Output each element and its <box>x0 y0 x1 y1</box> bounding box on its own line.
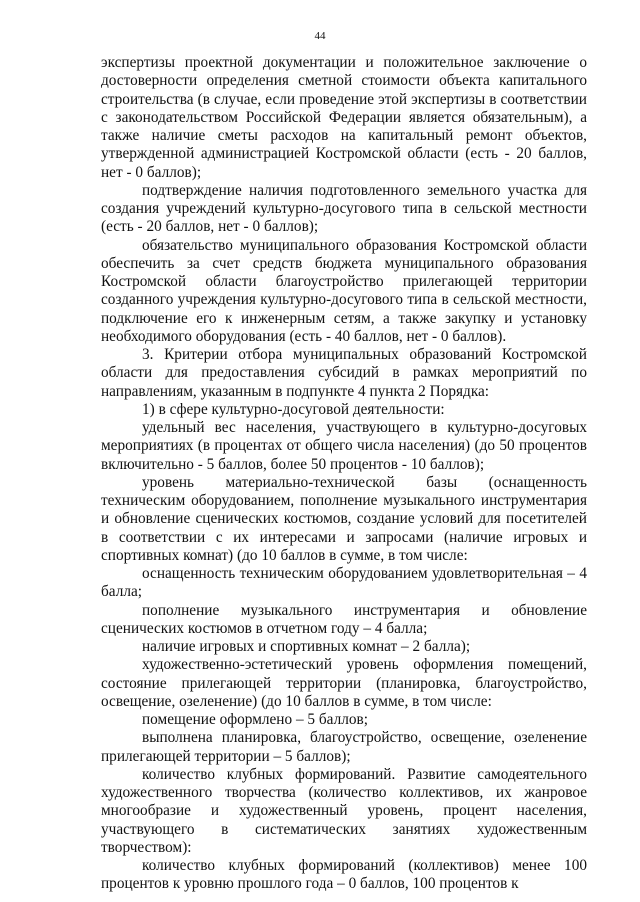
page-number: 44 <box>314 30 326 42</box>
paragraph-expertise-continued: экспертизы проектной документации и положительное заключение о достоверности определения сметной стоимости объекта капитального строительства (в случае, если проведение этой экспертизы в соответствии с законодательством Российской Федерации является обязательным), а также наличие сметы расходов на капитальный ремонт объектов, утвержденной администрацией Костромской области (есть - 20 баллов, нет - 0 баллов); <box>101 54 587 181</box>
paragraph-cultural-sphere: 1) в сфере культурно-досуговой деятельности: <box>142 400 445 418</box>
paragraph-club-formations: количество клубных формирований. Развитие самодеятельного художественного творчества (количество коллективов, их жанровое многообразие и художественный уровень, процент населения, участвующего в систематических занятиях художественным творчеством): <box>101 765 587 856</box>
paragraph-material-base: уровень материально-технической базы (оснащенность техническим оборудованием, пополнение музыкального инструментария и обновление сценических костюмов, создание условий для посетителей в соответствии с их интересами и запросами (наличие игровых и спортивных комнат) (до 10 баллов в сумме, в том числе: <box>101 473 587 564</box>
paragraph-aesthetic-level: художественно-эстетический уровень оформления помещений, состояние прилегающей территории (планировка, благоустройство, освещение, озеленение) (до 10 баллов в сумме, в том числе: <box>101 656 587 710</box>
paragraph-premises-decorated: помещение оформлено – 5 баллов; <box>142 711 368 728</box>
paragraph-obligation: обязательство муниципального образования Костромской области обеспечить за счет средств бюджета муниципального образования Костромской области благоустройство прилегающей территории созданного учреждения культурно-досугового типа в сельской местности, подключение его к инженерным сетям, а также закупку и установку необходимого оборудования (есть - 40 баллов, нет - 0 баллов). <box>101 236 587 345</box>
paragraph-club-count: количество клубных формирований (коллективов) менее 100 процентов к уровню прошлого года – 0 баллов, 100 процентов к <box>101 857 587 893</box>
document-body <box>101 54 587 894</box>
paragraph-instruments-costumes: пополнение музыкального инструментария и обновление сценических костюмов в отчетном году – 4 балла; <box>101 601 587 637</box>
paragraph-criteria-3: 3. Критерии отбора муниципальных образований Костромской области для предоставления субсидий в рамках мероприятий по направлениям, указанным в подпункте 4 пункта 2 Порядка: <box>101 346 587 400</box>
paragraph-game-rooms: наличие игровых и спортивных комнат – 2 балла); <box>142 638 471 655</box>
paragraph-population-share: удельный вес населения, участвующего в культурно-досуговых мероприятиях (в процентах от общего числа населения) (до 50 процентов включительно - 5 баллов, более 50 процентов - 10 баллов); <box>101 419 587 473</box>
paragraph-landscaping: выполнена планировка, благоустройство, освещение, озеленение прилегающей территории – 5 баллов); <box>101 729 587 765</box>
paragraph-equipment: оснащенность техническим оборудованием удовлетворительная – 4 балла; <box>101 565 587 601</box>
paragraph-land-plot: подтверждение наличия подготовленного земельного участка для создания учреждений культурно-досугового типа в сельской местности (есть - 20 баллов, нет - 0 баллов); <box>101 181 587 236</box>
